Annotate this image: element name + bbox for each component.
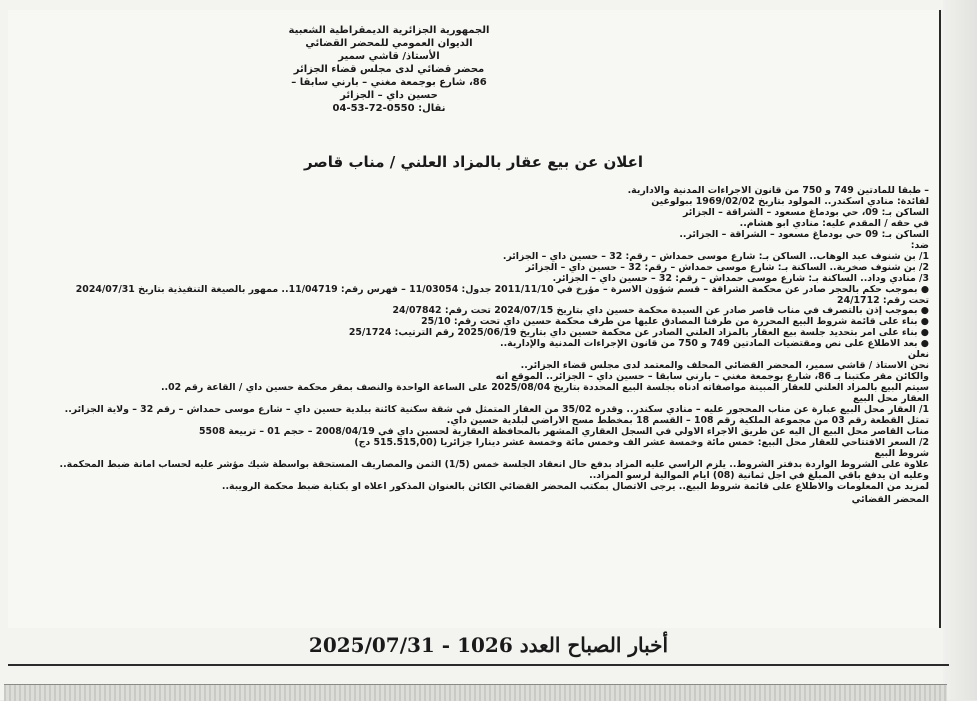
header-line: 86، شارع بوجمعة مغني – بارني سابقا – [291, 77, 487, 88]
header-line: الجمهورية الجزائرية الديمقراطية الشعبية [288, 25, 490, 36]
body-line: تمثل القطعة رقم 03 من مجموعة الملكية رقم 108 – القسم 18 بمخطط مسح الأراضي لبلدية حسين داي. [446, 416, 929, 427]
notice-title: اعلان عن بيع عقار بالمزاد العلني / مناب قاصر [303, 153, 644, 171]
body-line: 2/ بن شنوف صخرية.. الساكنة بـ: شارع موسى حمداش – رقم: 32 – حسين داي – الجزائر [525, 262, 929, 273]
body-line: 3/ منادي وداد.. الساكنة بـ: شارع موسى حمداش – رقم: 32 – حسين داي – الجزائر. [552, 273, 929, 284]
body-line: والكائن مقر مكتبنا بـ 86، شارع بوجمعة مغني – بارني سابقا – حسين داي – الجزائر.. الموقع أنه [495, 372, 929, 383]
next-page-strip [4, 684, 947, 701]
body-line: نعلن [907, 350, 929, 361]
body-line: الساكن بـ: 09، حي بودماغ مسعود – الشراقة – الجزائر [682, 207, 929, 218]
body-line: شروط البيع [874, 448, 929, 459]
body-line: – طبقا للمادتين 749 و 750 من قانون الاجراءات المدنية والادارية. [627, 186, 929, 196]
body-line: سيتم البيع بالمزاد العلني للعقار المبينة مواصفاته أدناه بجلسة البيع المحددة بتاريخ 2025/08/04 على الساعة الواحدة والنصف بمقر محكمة حسين داي / القاعة رقم 02.. [160, 383, 929, 394]
body-line: تحت رقم: 24/1712 [837, 295, 929, 306]
legal-notice [8, 10, 941, 628]
notice-body [16, 186, 929, 506]
header-line: حسين داي – الجزائر [340, 90, 438, 101]
body-line: العقار محل البيع [853, 394, 929, 405]
body-line: الساكن بـ: 09 حي بودماغ مسعود – الشراقة – الجزائر.. [679, 229, 929, 240]
signature: المحضر القضائي [851, 494, 929, 505]
body-line: مناب القاصر محل البيع آل اليه عن طريق الاجراء الأولي في السجل العقاري المشهر بالمحافظة العقارية لحسين داي في 2008/04/19 – حجم 01 – تربيعة 5508 [199, 426, 929, 437]
body-line: ● بموجب حكم بالحجر صادر عن محكمة الشراقة – قسم شؤون الأسرة – مؤرخ في 2011/11/10 جدول: 11/03054 – فهرس رقم: 11/04719.. ممهور بالصيغة التنفيذية بتاريخ 2024/07/31 [75, 284, 929, 295]
body-line: ضد: [910, 240, 929, 251]
body-line: 2/ السعر الافتتاحي للعقار محل البيع: خمس مائة وخمسة عشر ألف وخمس مائة وخمسة عشر دينارا جزائريا (515.515,00 دج) [354, 437, 929, 448]
body-line: 1/ بن شنوف عبد الوهاب.. الساكن بـ: شارع موسى حمداش – رقم: 32 – حسين داي – الجزائر. [502, 251, 929, 262]
body-line: وعليه أن يدفع باقي المبلغ في أجل ثمانية (08) أيام الموالية لرسو المزاد.. [589, 470, 929, 481]
body-line: ● بناء على أمر بتحديد جلسة بيع العقار بالمزاد العلني الصادر عن محكمة حسين داي بتاريخ 2025/06/19 رقم الترتيب: 25/1724 [348, 328, 929, 339]
body-line: نحن الأستاذ / قاشي سمير، المحضر القضائي المحلف والمعتمد لدى مجلس قضاء الجزائر.. [520, 361, 929, 372]
body-line: لمزيد من المعلومات والاطلاع على قائمة شروط البيع.. يرجى الاتصال بمكتب المحضر القضائي الكائن بالعنوان المذكور أعلاه أو بكتابة ضبط محكمة الرويبة.. [221, 481, 929, 492]
header-line: محضر قضائي لدى مجلس قضاء الجزائر [293, 64, 485, 75]
body-line: في حقه / المقدم عليه: منادي أبو هشام.. [739, 218, 929, 229]
footer-rule [8, 664, 949, 666]
body-line: 1/ العقار محل البيع عبارة عن مناب المحجور عليه – منادي سكندر.. وقدره 35/02 من العقار المتمثل في شقة سكنية كائنة ببلدية حسين داي – شارع موسى حمداش – رقم 32 – ولاية الجزائر.. [64, 405, 929, 416]
body-line: ● بموجب إذن بالتصرف في مناب قاصر صادر عن السيدة محكمة حسين داي بتاريخ 2024/07/15 تحت رقم: 24/07842 [392, 306, 929, 317]
header-line: الأستاذ/ قاشي سمير [338, 51, 440, 62]
header-line: نقال: 0550-72-53-04 [332, 103, 446, 114]
body-line: لفائدة: منادي اسكندر.. المولود بتاريخ 1969/02/02 ببولوغين [651, 196, 929, 207]
body-line: ● بناء على قائمة شروط البيع المحررة من طرفنا المصادق عليها من طرف محكمة حسين داي تحت رقم: 25/10 [421, 317, 929, 328]
body-line: ● بعد الاطلاع على نص ومقتضيات المادتين 749 و 750 من قانون الإجراءات المدنية والإدارية.. [500, 339, 929, 350]
notice-header [239, 24, 539, 115]
newspaper-footer: أخبار الصباح العدد 1026 - 2025/07/31 [308, 633, 669, 657]
page-edge [943, 0, 977, 700]
body-line: علاوة على الشروط الواردة بدفتر الشروط.. يلزم الراسي عليه المزاد بدفع حال انعقاد الجلسة خمس (1/5) الثمن والمصاريف المستحقة بواسطة شيك مؤشر عليه لحساب أمانة ضبط المحكمة.. [59, 459, 929, 470]
header-line: الديوان العمومي للمحضر القضائي [305, 38, 473, 49]
